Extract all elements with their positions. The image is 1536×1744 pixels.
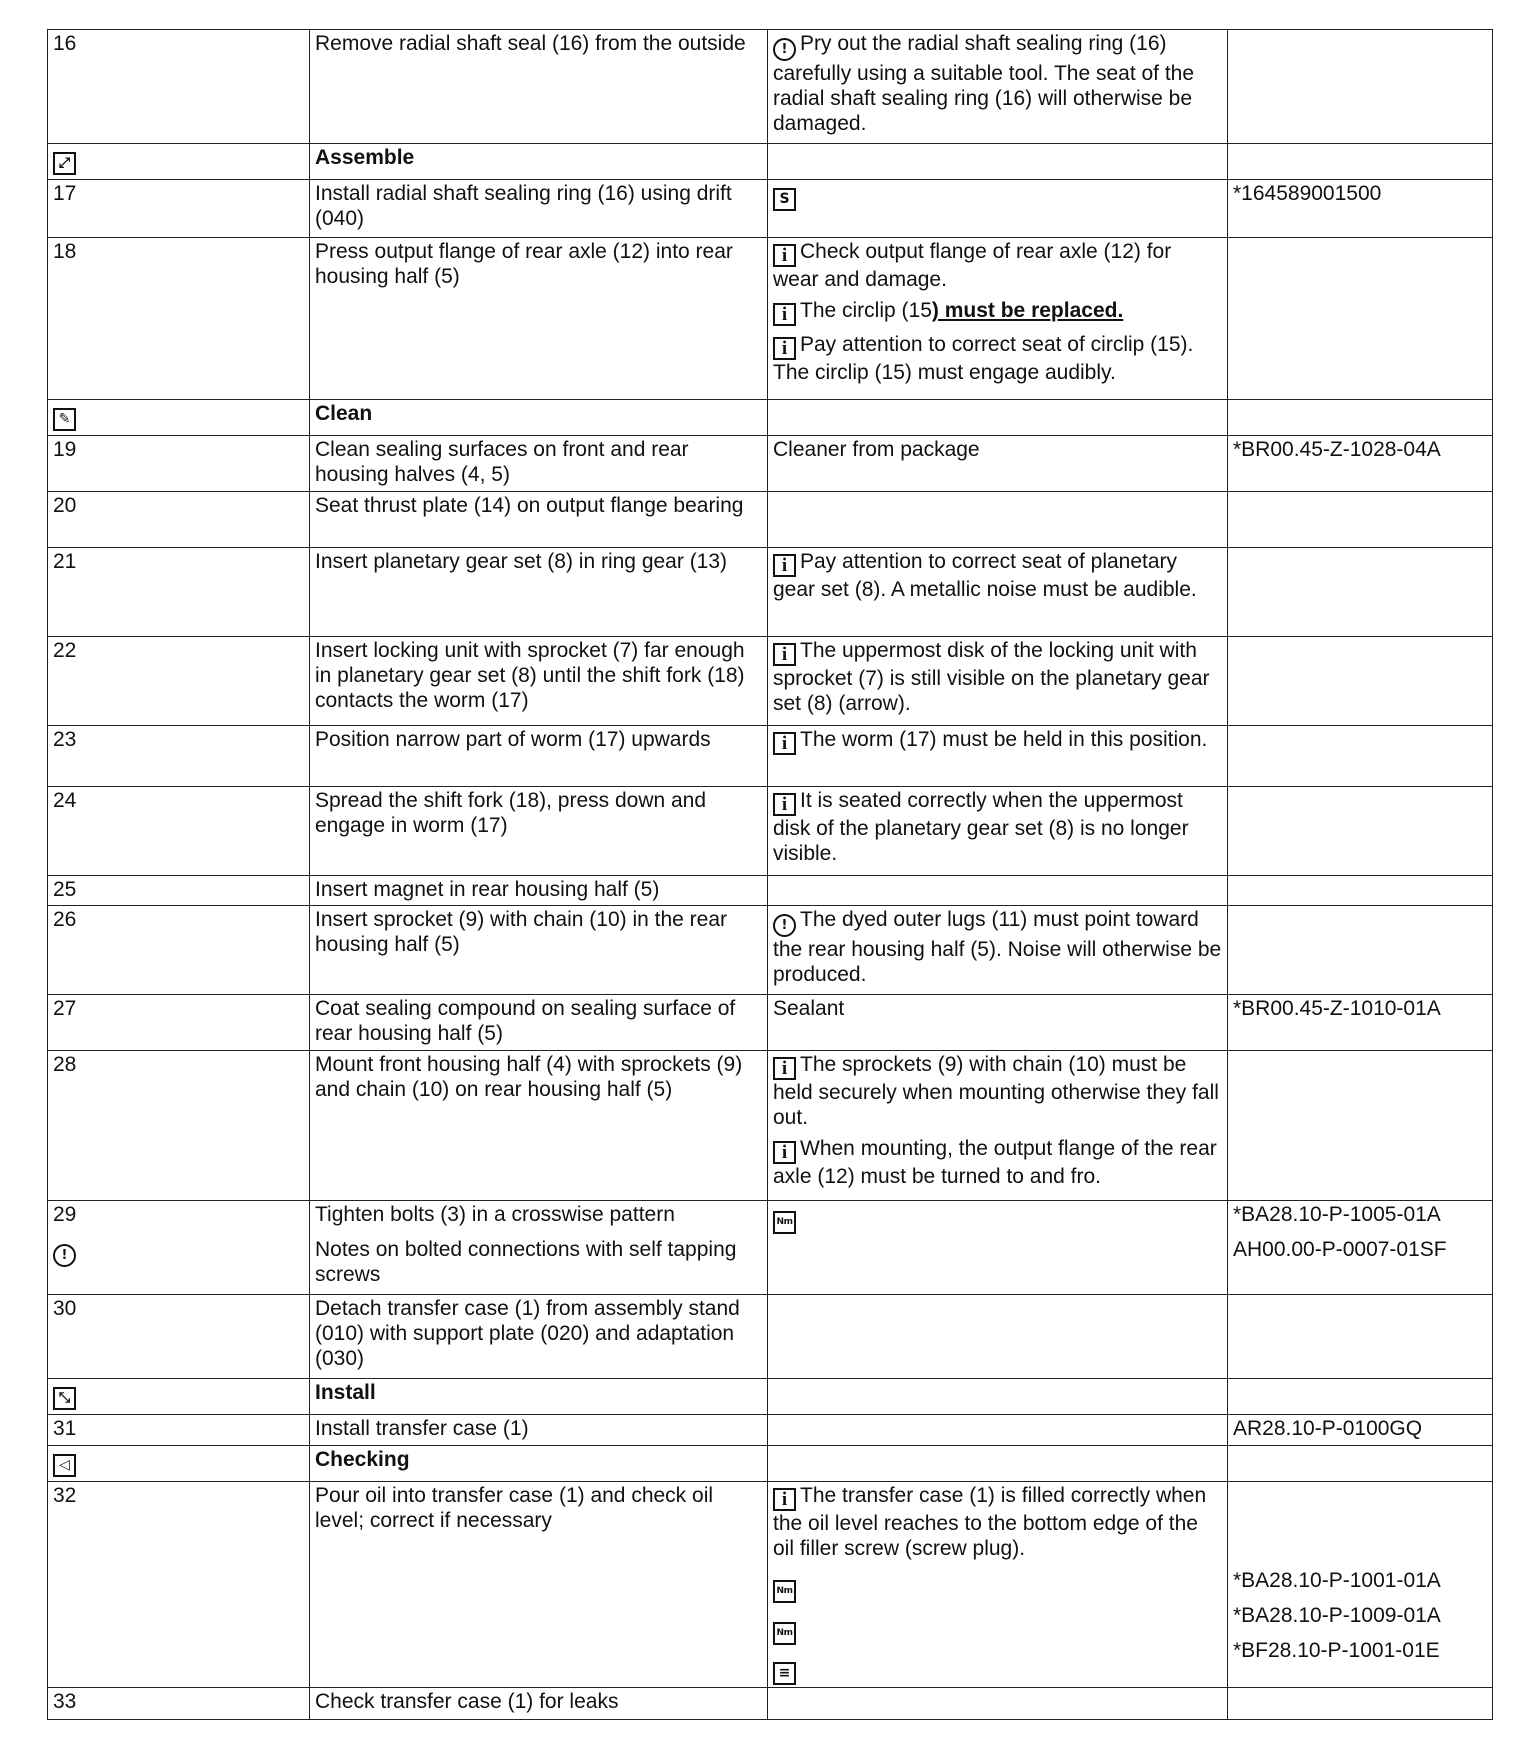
step-text: Position narrow part of worm (17) upwards	[310, 726, 768, 787]
step-text: Mount front housing half (4) with sprockets (9) and chain (10) on rear housing half (5)	[310, 1051, 768, 1201]
note-text: The uppermost disk of the locking unit with sprocket (7) is still visible on the planetary gear set (8) (arrow).	[773, 639, 1210, 715]
step-text: Insert planetary gear set (8) in ring gear (13)	[310, 548, 768, 637]
step-text: Seat thrust plate (14) on output flange bearing	[310, 492, 768, 548]
step-text: Insert sprocket (9) with chain (10) in the rear housing half (5)	[310, 906, 768, 995]
ref-link[interactable]: AH00.00-P-0007-01SF	[1233, 1238, 1447, 1261]
torque-icon: Nm	[773, 1211, 796, 1234]
step-text: Spread the shift fork (18), press down and engage in worm (17)	[310, 787, 768, 876]
empty-cell	[1228, 548, 1493, 637]
empty-cell	[1228, 1379, 1493, 1415]
table-row	[48, 1295, 1493, 1379]
empty-cell	[1228, 400, 1493, 436]
step-number: 19	[48, 436, 310, 492]
step-note: Sealant	[768, 995, 1228, 1051]
step-number: 21	[48, 548, 310, 637]
section-title: Checking	[310, 1446, 768, 1482]
step-number: 31	[48, 1415, 310, 1446]
table-row	[48, 995, 1493, 1051]
note-emphasis: ) must be replaced.	[931, 299, 1124, 322]
step-number: 25	[48, 876, 310, 906]
ref-link[interactable]: *BA28.10-P-1005-01A	[1233, 1203, 1441, 1226]
note-text: Pay attention to correct seat of circlip (15). The circlip (15) must engage audibly.	[773, 333, 1194, 384]
step-note	[768, 1051, 1228, 1201]
note-text: The sprockets (9) with chain (10) must be held securely when mounting otherwise they fall out.	[773, 1053, 1219, 1129]
note-text: The dyed outer lugs (11) must point toward the rear housing half (5). Noise will otherwise be produced.	[773, 908, 1222, 986]
step-note	[768, 30, 1228, 144]
table-row	[48, 180, 1493, 238]
empty-cell	[768, 1415, 1228, 1446]
section-icon-cell	[48, 1446, 310, 1482]
step-text: Press output flange of rear axle (12) into rear housing half (5)	[310, 238, 768, 400]
note-text: The transfer case (1) is filled correctly when the oil level reaches to the bottom edge of the oil filler screw (screw plug).	[773, 1484, 1207, 1560]
step-note	[768, 787, 1228, 876]
note-text: Pay attention to correct seat of planetary gear set (8). A metallic noise must be audible.	[773, 550, 1197, 601]
step-text: Insert locking unit with sprocket (7) far enough in planetary gear set (8) until the shift fork (18) contacts the worm (17)	[310, 637, 768, 726]
table-row	[48, 548, 1493, 637]
step-number	[48, 1201, 310, 1295]
step-note	[768, 1201, 1228, 1295]
step-number: 17	[48, 180, 310, 238]
table-row	[48, 787, 1493, 876]
section-icon-cell	[48, 1379, 310, 1415]
note-text: Pry out the radial shaft sealing ring (16) carefully using a suitable tool. The seat of the radial shaft sealing ring (16) will otherwise be damaged.	[773, 32, 1195, 135]
table-row	[48, 1482, 1493, 1688]
table-row	[48, 637, 1493, 726]
table-row	[48, 906, 1493, 995]
assemble-icon: ⤢	[53, 152, 76, 175]
step-number: 24	[48, 787, 310, 876]
step-ref	[1228, 238, 1493, 400]
step-text: Detach transfer case (1) from assembly stand (010) with support plate (020) and adaptation (030)	[310, 1295, 768, 1379]
step-text: Clean sealing surfaces on front and rear housing halves (4, 5)	[310, 436, 768, 492]
ref-link[interactable]: *BA28.10-P-1001-01A	[1233, 1569, 1441, 1592]
torque-icon: Nm	[773, 1622, 796, 1645]
note-text: Check output flange of rear axle (12) for wear and damage.	[773, 240, 1172, 291]
empty-cell	[1228, 1688, 1493, 1720]
empty-cell	[768, 1688, 1228, 1720]
step-number: 16	[48, 30, 310, 144]
info-icon: i	[773, 1057, 796, 1080]
section-row-checking	[48, 1446, 1493, 1482]
empty-cell	[768, 876, 1228, 906]
empty-cell	[768, 1446, 1228, 1482]
checking-icon: ◁	[53, 1454, 76, 1477]
empty-cell	[1228, 787, 1493, 876]
table-row	[48, 30, 1493, 144]
step-number: 18	[48, 238, 310, 400]
section-title: Clean	[310, 400, 768, 436]
empty-cell	[768, 400, 1228, 436]
step-text: Pour oil into transfer case (1) and check oil level; correct if necessary	[310, 1482, 768, 1688]
step-ref: *BR00.45-Z-1010-01A	[1228, 995, 1493, 1051]
step-text-line: Tighten bolts (3) in a crosswise pattern	[315, 1203, 675, 1226]
specification-icon: ≡	[773, 1662, 796, 1685]
info-icon: i	[773, 793, 796, 816]
warning-note-icon: !	[773, 914, 796, 937]
table-row	[48, 1688, 1493, 1720]
empty-cell	[1228, 144, 1493, 180]
empty-cell	[768, 144, 1228, 180]
step-note	[768, 238, 1228, 400]
warning-note-icon: !	[773, 38, 796, 61]
empty-cell	[768, 1295, 1228, 1379]
section-title: Assemble	[310, 144, 768, 180]
step-number: 22	[48, 637, 310, 726]
step-text: Install radial shaft sealing ring (16) using drift (040)	[310, 180, 768, 238]
note-text: The circlip (15	[800, 299, 932, 322]
ref-link[interactable]: *BA28.10-P-1009-01A	[1233, 1604, 1441, 1627]
table-row	[48, 238, 1493, 400]
section-row-install	[48, 1379, 1493, 1415]
info-icon: i	[773, 732, 796, 755]
empty-cell	[1228, 1446, 1493, 1482]
clean-icon: ✎	[53, 408, 76, 431]
note-text: When mounting, the output flange of the rear axle (12) must be turned to and fro.	[773, 1137, 1217, 1188]
step-text: Install transfer case (1)	[310, 1415, 768, 1446]
step-ref	[1228, 30, 1493, 144]
section-title: Install	[310, 1379, 768, 1415]
table-row	[48, 726, 1493, 787]
empty-cell	[768, 492, 1228, 548]
step-number: 23	[48, 726, 310, 787]
empty-cell	[1228, 906, 1493, 995]
table-row	[48, 1201, 1493, 1295]
empty-cell	[1228, 876, 1493, 906]
empty-cell	[1228, 1051, 1493, 1201]
empty-cell	[1228, 726, 1493, 787]
step-ref: *164589001500	[1228, 180, 1493, 238]
info-icon: i	[773, 303, 796, 326]
empty-cell	[1228, 637, 1493, 726]
step-text: Check transfer case (1) for leaks	[310, 1688, 768, 1720]
step-ref[interactable]: AR28.10-P-0100GQ	[1228, 1415, 1493, 1446]
note-text: It is seated correctly when the uppermost disk of the planetary gear set (8) is no longer visible.	[773, 789, 1189, 865]
step-note: Cleaner from package	[768, 436, 1228, 492]
section-icon-cell	[48, 400, 310, 436]
step-number: 28	[48, 1051, 310, 1201]
table-row	[48, 1415, 1493, 1446]
step-note	[768, 637, 1228, 726]
warning-note-icon: !	[53, 1244, 76, 1267]
section-row-clean	[48, 400, 1493, 436]
step-text: Remove radial shaft seal (16) from the outside	[310, 30, 768, 144]
info-icon: i	[773, 643, 796, 666]
step-number: 33	[48, 1688, 310, 1720]
step-note	[768, 180, 1228, 238]
step-ref	[1228, 1201, 1493, 1295]
step-note	[768, 906, 1228, 995]
step-number: 26	[48, 906, 310, 995]
step-text-line: Notes on bolted connections with self tapping screws	[315, 1238, 737, 1286]
table-row	[48, 876, 1493, 906]
step-ref: *BR00.45-Z-1028-04A	[1228, 436, 1493, 492]
procedure-table	[47, 29, 1493, 1720]
step-number: 32	[48, 1482, 310, 1688]
table-row	[48, 1051, 1493, 1201]
ref-link[interactable]: *BF28.10-P-1001-01E	[1233, 1639, 1440, 1662]
note-text: The worm (17) must be held in this position.	[800, 728, 1208, 751]
step-number-text: 29	[53, 1203, 77, 1226]
section-icon-cell	[48, 144, 310, 180]
step-number: 30	[48, 1295, 310, 1379]
section-row-assemble	[48, 144, 1493, 180]
step-text: Coat sealing compound on sealing surface of rear housing half (5)	[310, 995, 768, 1051]
step-note	[768, 726, 1228, 787]
install-icon: ⤡	[53, 1387, 76, 1410]
step-text	[310, 1201, 768, 1295]
info-icon: i	[773, 554, 796, 577]
info-icon: i	[773, 244, 796, 267]
step-note	[768, 548, 1228, 637]
special-tool-icon: S	[773, 188, 796, 211]
info-icon: i	[773, 337, 796, 360]
step-note	[768, 1482, 1228, 1688]
step-ref	[1228, 1482, 1493, 1688]
empty-cell	[768, 1379, 1228, 1415]
step-number: 27	[48, 995, 310, 1051]
step-number: 20	[48, 492, 310, 548]
table-row	[48, 436, 1493, 492]
step-text: Insert magnet in rear housing half (5)	[310, 876, 768, 906]
table-row	[48, 492, 1493, 548]
info-icon: i	[773, 1141, 796, 1164]
info-icon: i	[773, 1488, 796, 1511]
torque-icon: Nm	[773, 1580, 796, 1603]
empty-cell	[1228, 492, 1493, 548]
empty-cell	[1228, 1295, 1493, 1379]
